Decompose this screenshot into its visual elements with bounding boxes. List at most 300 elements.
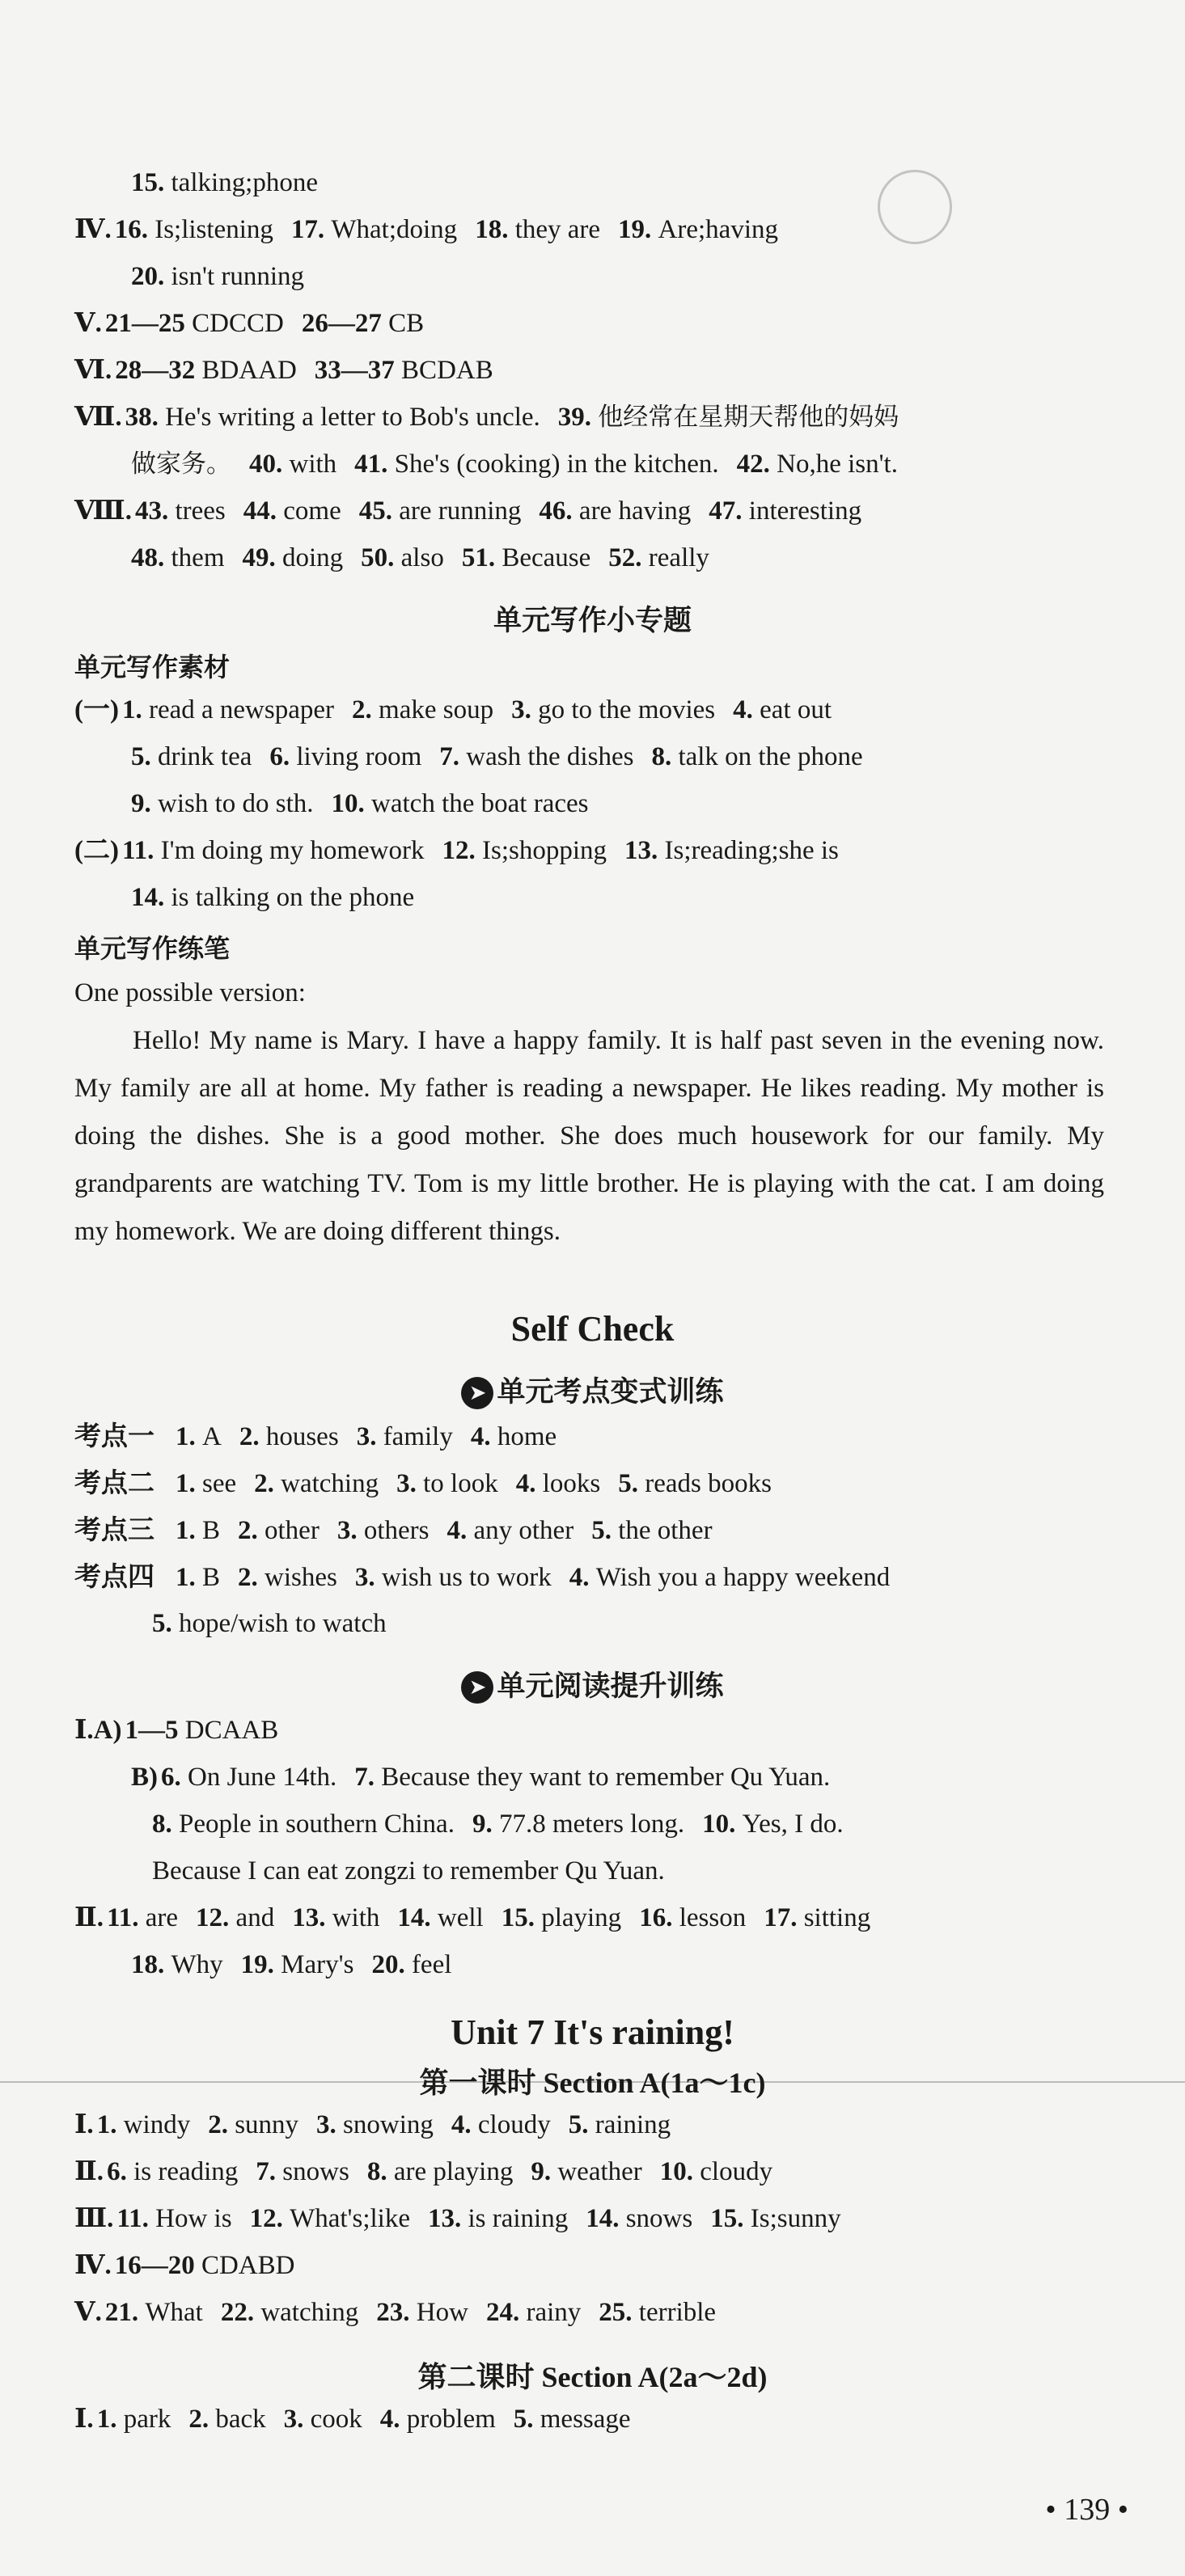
answer-item — [107, 1903, 178, 1932]
item-number: 16—20 — [114, 2251, 201, 2280]
answer-item — [586, 2204, 692, 2233]
item-number: 33—37 — [314, 356, 402, 385]
item-answer: trees — [175, 496, 226, 526]
kaodian-label: 考点四 — [74, 1560, 154, 1592]
answer-item — [354, 1763, 830, 1792]
item-answer: are running — [399, 496, 522, 526]
item-number: 44. — [243, 496, 284, 526]
answer-line — [74, 1514, 1153, 1547]
item-number: 25. — [599, 2298, 639, 2327]
answer-item — [371, 1950, 451, 1979]
item-answer: Is;sunny — [750, 2204, 841, 2233]
item-answer: they are — [514, 215, 601, 244]
answer-line — [131, 167, 1153, 199]
item-number: 14. — [131, 883, 171, 912]
item-answer: A — [202, 1422, 222, 1451]
answer-item — [472, 1810, 684, 1839]
section-prefix: B) — [131, 1763, 158, 1792]
section-prefix: Ⅱ. — [74, 2157, 104, 2186]
item-number: 10. — [331, 789, 372, 818]
item-answer: problem — [406, 2405, 496, 2434]
item-number: 22. — [220, 2298, 261, 2327]
answer-item — [176, 1516, 220, 1545]
item-number: 3. — [354, 1563, 382, 1592]
item-answer: Because I can eat zongzi to remember Qu Yuan. — [152, 1856, 665, 1886]
answer-line — [131, 260, 1153, 293]
item-answer: BDAAD — [201, 356, 297, 385]
item-number: 50. — [361, 543, 401, 572]
item-number: 46. — [539, 496, 579, 526]
answer-line — [74, 354, 1153, 386]
answer-item — [239, 1422, 339, 1451]
answer-item — [359, 496, 522, 526]
answer-line — [74, 2156, 1153, 2188]
section-prefix: Ⅰ. — [74, 2405, 94, 2434]
answer-item — [316, 2110, 434, 2139]
item-answer: really — [648, 543, 709, 572]
item-number: 17. — [764, 1903, 804, 1932]
item-number: 18. — [475, 215, 515, 244]
answer-item — [302, 309, 424, 338]
answer-item — [352, 695, 493, 724]
section-prefix: (一) — [74, 695, 119, 724]
item-answer: rainy — [526, 2298, 582, 2327]
answer-item — [502, 1903, 621, 1932]
answer-item — [97, 2405, 171, 2434]
item-number: 10. — [702, 1810, 743, 1839]
item-number: 24. — [485, 2298, 527, 2327]
item-answer: How is — [155, 2204, 232, 2233]
item-number: 8. — [152, 1810, 179, 1839]
answer-item — [709, 496, 861, 526]
item-number: 2. — [239, 1422, 266, 1451]
item-answer: cook — [310, 2405, 362, 2434]
answer-item — [639, 1903, 746, 1932]
item-answer: Yes, I do. — [742, 1810, 844, 1839]
item-number: 4. — [446, 1516, 474, 1545]
answer-line — [74, 694, 1153, 726]
answer-item — [514, 2405, 631, 2434]
answer-item — [131, 262, 304, 291]
item-number: 42. — [736, 450, 777, 479]
answer-item — [337, 1516, 430, 1545]
answer-line — [131, 788, 1153, 820]
unit-title: Unit 7 It's raining! — [451, 2012, 734, 2052]
item-answer: are having — [578, 496, 692, 526]
answer-item — [475, 215, 600, 244]
item-number: 13. — [427, 2204, 468, 2233]
answer-item — [161, 1763, 336, 1792]
item-number: 16. — [639, 1903, 679, 1932]
item-answer: 77.8 meters long. — [498, 1810, 685, 1839]
item-number: 19. — [618, 215, 658, 244]
answer-item — [660, 2157, 772, 2186]
item-number: 1. — [176, 1563, 202, 1592]
answer-line — [74, 1420, 1153, 1453]
answer-line — [74, 1902, 1153, 1934]
answer-item — [125, 1716, 279, 1745]
answer-item — [442, 836, 607, 865]
item-answer: What's;like — [290, 2204, 410, 2233]
item-number: 6. — [161, 1763, 188, 1792]
answer-item — [355, 1563, 552, 1592]
answer-line — [74, 1714, 1153, 1746]
answer-item — [196, 1903, 274, 1932]
self-check-title: Self Check — [510, 1309, 675, 1349]
section-prefix: Ⅲ. — [74, 2204, 114, 2233]
item-number: 10. — [659, 2157, 700, 2186]
answer-item — [439, 742, 633, 771]
item-answer: and — [235, 1903, 275, 1932]
answer-line — [74, 213, 1153, 246]
answer-item — [618, 215, 778, 244]
item-answer: others — [363, 1516, 430, 1545]
practice-title: 单元写作练笔 — [74, 933, 231, 964]
item-answer: wishes — [265, 1563, 337, 1592]
item-answer: feel — [411, 1950, 452, 1979]
answer-item — [451, 2110, 551, 2139]
answer-item — [256, 2157, 349, 2186]
answer-item — [188, 2405, 265, 2434]
item-answer: wash the dishes — [466, 742, 634, 771]
item-answer: hope/wish to watch — [179, 1609, 387, 1638]
item-answer: is talking on the phone — [171, 883, 415, 912]
item-answer: watch the boat races — [371, 789, 589, 818]
item-number: 23. — [376, 2298, 417, 2327]
item-number: 15. — [710, 2204, 751, 2233]
section-prefix: Ⅶ. — [74, 403, 122, 432]
answer-item — [569, 1563, 890, 1592]
answer-item — [176, 1422, 222, 1451]
item-answer: No,he isn't. — [777, 450, 898, 479]
answer-item — [357, 1422, 453, 1451]
answer-item — [105, 2298, 203, 2327]
item-number: 38. — [125, 403, 166, 432]
item-number: 45. — [358, 496, 400, 526]
item-number: 3. — [316, 2110, 344, 2139]
answer-item — [242, 543, 343, 572]
item-number: 1. — [121, 695, 149, 724]
item-number: 20. — [131, 262, 171, 291]
page-number: • 139 • — [1045, 2493, 1128, 2527]
item-number: 13. — [624, 836, 665, 865]
item-answer: Why — [171, 1950, 223, 1979]
item-answer: What — [145, 2298, 203, 2327]
item-number: 2. — [238, 1563, 265, 1592]
answer-item — [446, 1516, 573, 1545]
item-answer: snowing — [343, 2110, 434, 2139]
item-answer: are playing — [393, 2157, 514, 2186]
item-number: 3. — [511, 695, 539, 724]
item-answer: watching — [260, 2298, 359, 2327]
item-number: 2. — [208, 2110, 235, 2139]
item-answer: watching — [281, 1469, 379, 1498]
item-number: 3. — [283, 2405, 311, 2434]
item-answer: Is;listening — [154, 215, 273, 244]
item-number: 39. — [557, 403, 599, 432]
arrow-icon: ➤ — [461, 1671, 493, 1704]
item-number: 2. — [238, 1516, 265, 1545]
answer-item — [131, 742, 252, 771]
item-number: 5. — [513, 2405, 540, 2434]
answer-item — [511, 695, 715, 724]
item-number: 9. — [531, 2157, 558, 2186]
item-answer: windy — [123, 2110, 191, 2139]
item-answer: go to the movies — [538, 695, 716, 724]
answer-item — [471, 1422, 557, 1451]
section-prefix: Ⅴ. — [74, 2298, 102, 2327]
answer-item — [428, 2204, 568, 2233]
item-answer: talking;phone — [171, 168, 318, 197]
item-number: 21. — [104, 2298, 146, 2327]
item-answer: cloudy — [477, 2110, 551, 2139]
answer-line — [74, 2296, 1153, 2329]
item-number: 2. — [352, 695, 379, 724]
answer-line — [131, 1761, 1153, 1793]
section-prefix: Ⅳ. — [74, 215, 112, 244]
item-answer: lesson — [679, 1903, 747, 1932]
item-answer: snows — [625, 2204, 693, 2233]
answer-item — [737, 450, 898, 479]
item-answer: raining — [595, 2110, 671, 2139]
item-answer: doing — [281, 543, 344, 572]
answer-item — [243, 496, 341, 526]
item-number: 6. — [107, 2157, 134, 2186]
answer-item — [292, 1903, 379, 1932]
item-answer: Because — [502, 543, 591, 572]
banner-reading — [0, 1664, 1185, 1704]
answer-line — [131, 542, 1153, 574]
answer-item — [764, 1903, 870, 1932]
item-number: 3. — [396, 1469, 424, 1498]
answer-item — [284, 2405, 362, 2434]
item-answer: B — [202, 1516, 221, 1545]
item-answer: message — [540, 2405, 631, 2434]
answer-item — [135, 496, 226, 526]
answer-item — [131, 789, 314, 818]
item-answer: is raining — [468, 2204, 569, 2233]
answer-line — [74, 1467, 1153, 1500]
item-number: 3. — [336, 1516, 364, 1545]
item-answer: What;doing — [331, 215, 458, 244]
item-number: 2. — [188, 2405, 216, 2434]
lesson2-title: 第二课时 Section A(2a～2d) — [417, 2361, 768, 2393]
section-prefix: (二) — [74, 836, 119, 865]
item-answer: cloudy — [700, 2157, 773, 2186]
item-number: 28—32 — [115, 356, 202, 385]
answer-line — [74, 2109, 1153, 2141]
item-answer: with — [332, 1903, 380, 1932]
answer-item — [115, 215, 273, 244]
item-number: 8. — [366, 2157, 394, 2186]
item-number: 12. — [196, 1903, 236, 1932]
section-prefix: Ⅵ. — [74, 356, 112, 385]
banner-kaodian — [0, 1370, 1185, 1410]
item-answer: talk on the phone — [678, 742, 863, 771]
answer-item — [599, 2298, 716, 2327]
answer-item — [116, 2204, 231, 2233]
answer-line — [131, 741, 1153, 773]
item-answer: Is;shopping — [482, 836, 607, 865]
answer-item — [332, 789, 589, 818]
item-answer: wish us to work — [381, 1563, 552, 1592]
item-number: 41. — [354, 450, 395, 479]
item-answer: living room — [296, 742, 422, 771]
answer-item — [125, 403, 540, 432]
item-answer: the other — [618, 1516, 713, 1545]
writing-section-title: 单元写作小专题 — [493, 605, 692, 637]
item-number: 20. — [371, 1950, 412, 1979]
item-number: 51. — [461, 543, 502, 572]
item-number: 15. — [501, 1903, 542, 1932]
answer-line — [131, 1949, 1153, 1981]
item-answer: 做家务。 — [131, 450, 231, 479]
answer-item — [591, 1516, 712, 1545]
item-number: 5. — [152, 1609, 179, 1638]
answer-item — [733, 695, 832, 724]
item-answer: CDCCD — [192, 309, 284, 338]
item-answer: with — [289, 450, 337, 479]
item-number: 5. — [618, 1469, 645, 1498]
section-prefix: Ⅰ.A) — [74, 1716, 122, 1745]
item-number: 4. — [470, 1422, 497, 1451]
item-answer: On June 14th. — [188, 1763, 337, 1792]
answer-item — [354, 450, 718, 479]
answer-item — [241, 1950, 354, 1979]
item-number: 11. — [121, 836, 161, 865]
answer-item — [315, 356, 493, 385]
item-answer: CB — [388, 309, 425, 338]
item-number: 4. — [379, 2405, 407, 2434]
lesson1-title: 第一课时 Section A(1a～1c) — [419, 2067, 766, 2099]
item-answer: are — [145, 1903, 179, 1932]
kaodian-label: 考点二 — [74, 1467, 154, 1498]
answer-line — [152, 1607, 1153, 1640]
answer-item — [131, 883, 414, 912]
answer-item — [618, 1469, 772, 1498]
section-prefix: Ⅷ. — [74, 496, 132, 526]
answer-item — [380, 2405, 496, 2434]
item-answer: playing — [541, 1903, 622, 1932]
answer-item — [152, 1609, 387, 1638]
answer-line — [152, 1855, 1153, 1887]
item-answer: She's (cooking) in the kitchen. — [394, 450, 719, 479]
item-number: 9. — [131, 789, 158, 818]
section-prefix: Ⅰ. — [74, 2110, 94, 2139]
item-number: 1. — [96, 2110, 124, 2139]
answer-item — [152, 1810, 455, 1839]
item-answer: How — [416, 2298, 468, 2327]
item-number: 7. — [439, 742, 467, 771]
answer-item — [115, 356, 297, 385]
item-number: 14. — [586, 2204, 626, 2233]
answer-line — [131, 448, 1153, 480]
material-title: 单元写作素材 — [74, 652, 231, 682]
answer-item — [105, 309, 284, 338]
item-answer: to look — [423, 1469, 498, 1498]
item-number: 16. — [114, 215, 155, 244]
item-number: 1. — [96, 2405, 124, 2434]
item-number: 11. — [116, 2204, 156, 2233]
item-answer: terrible — [638, 2298, 717, 2327]
kaodian-label: 考点三 — [74, 1514, 154, 1545]
answer-item — [516, 1469, 601, 1498]
item-answer: eat out — [760, 695, 832, 724]
item-answer: interesting — [748, 496, 862, 526]
answer-item — [624, 836, 839, 865]
item-answer: family — [383, 1422, 453, 1451]
answer-item — [249, 450, 336, 479]
banner-kaodian-label: 单元考点变式训练 — [497, 1376, 724, 1408]
answer-item — [238, 1516, 320, 1545]
answer-line — [74, 834, 1153, 867]
item-number: 43. — [134, 496, 176, 526]
answer-item — [115, 2251, 295, 2280]
answer-line — [74, 307, 1153, 340]
item-answer: Are;having — [658, 215, 778, 244]
item-number: 26—27 — [301, 309, 389, 338]
answer-line — [74, 2202, 1153, 2235]
answer-item — [462, 543, 590, 572]
answer-line — [74, 1560, 1153, 1594]
item-answer: weather — [557, 2157, 642, 2186]
section-prefix: Ⅳ. — [74, 2251, 112, 2280]
item-number: 49. — [242, 543, 282, 572]
answer-item — [569, 2110, 671, 2139]
item-answer: sitting — [803, 1903, 871, 1932]
answer-item — [367, 2157, 514, 2186]
item-answer: also — [400, 543, 444, 572]
item-number: 7. — [354, 1763, 382, 1792]
item-number: 8. — [651, 742, 679, 771]
item-answer: see — [202, 1469, 237, 1498]
answer-item — [361, 543, 444, 572]
answer-item — [131, 543, 224, 572]
banner-reading-label: 单元阅读提升训练 — [497, 1670, 724, 1703]
item-number: 5. — [131, 742, 158, 771]
answer-item — [710, 2204, 840, 2233]
answer-item — [97, 2110, 191, 2139]
answer-item — [176, 1469, 236, 1498]
item-answer: home — [497, 1422, 557, 1451]
answer-item — [176, 1563, 220, 1592]
answer-item — [702, 1810, 844, 1839]
answer-item — [651, 742, 862, 771]
item-number: 1. — [176, 1422, 202, 1451]
item-number: 4. — [733, 695, 760, 724]
item-answer: drink tea — [158, 742, 252, 771]
item-number: 12. — [249, 2204, 290, 2233]
item-number: 12. — [442, 836, 482, 865]
item-number: 40. — [249, 450, 290, 479]
answer-item — [531, 2157, 641, 2186]
essay: Hello! My name is Mary. I have a happy family. It is half past seven in the evening now. My family are all at home. My father is reading a newspaper. He likes reading. My mother is doing the dishes. She is a good mother. She does much housework for our family. My grandparents are watching TV. Tom is my little brother. He is playing with the cat. I am doing my homework. We are doing different things. — [74, 1026, 1104, 1246]
item-answer: People in southern China. — [179, 1810, 455, 1839]
answer-item — [131, 168, 318, 197]
answer-line — [74, 2403, 1153, 2435]
item-number: 5. — [591, 1516, 619, 1545]
answer-item — [122, 836, 425, 865]
item-answer: back — [215, 2405, 266, 2434]
possible-version: One possible version: — [74, 978, 306, 1007]
arrow-icon: ➤ — [461, 1377, 493, 1409]
item-number: 18. — [131, 1950, 171, 1979]
item-answer: isn't running — [171, 262, 305, 291]
item-number: 4. — [451, 2110, 478, 2139]
item-number: 52. — [608, 543, 649, 572]
item-number: 1. — [176, 1516, 202, 1545]
item-answer: other — [265, 1516, 320, 1545]
